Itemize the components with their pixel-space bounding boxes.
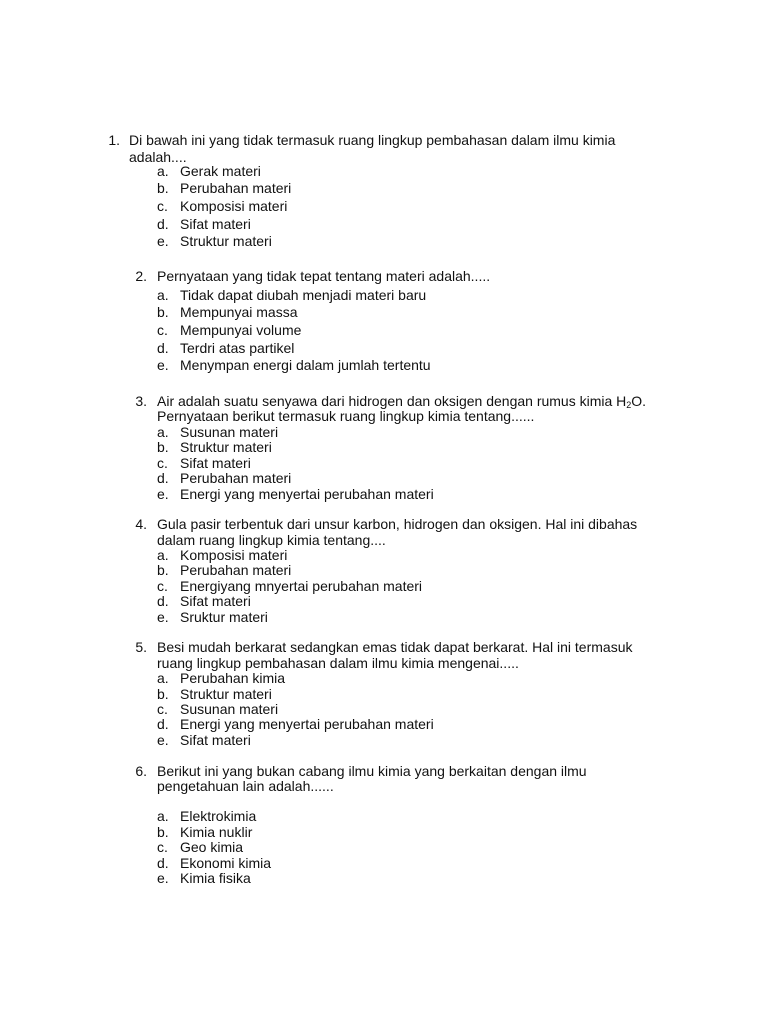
question-number: 2.	[135, 268, 147, 284]
option-d: d. Sifat materi	[157, 593, 251, 609]
question-text-line: Berikut ini yang bukan cabang ilmu kimia yang berkaitan dengan ilmu	[157, 763, 587, 779]
question-number: 3.	[135, 393, 147, 409]
question-text-line: Pernyataan berikut termasuk ruang lingkup kimia tentang......	[157, 408, 535, 424]
option-d: d. Terdri atas partikel	[157, 340, 295, 356]
question-text-line: Gula pasir terbentuk dari unsur karbon, hidrogen dan oksigen. Hal ini dibahas	[157, 516, 638, 532]
option-b: b. Kimia nuklir	[157, 824, 253, 840]
question-text-line: Air adalah suatu senyawa dari hidrogen dan oksigen dengan rumus kimia $H_2O$.	[157, 393, 647, 410]
option-c: c. Energiyang mnyertai perubahan materi	[157, 578, 423, 594]
option-e: e. Sruktur materi	[157, 609, 268, 625]
question-text-line: Pernyataan yang tidak tepat tentang materi adalah.....	[157, 268, 491, 284]
option-b: b. Perubahan materi	[157, 180, 292, 196]
option-c: c. Komposisi materi	[157, 198, 288, 214]
question-text-line: Di bawah ini yang tidak termasuk ruang lingkup pembahasan dalam ilmu kimia	[129, 132, 616, 148]
option-c: c. Mempunyai volume	[157, 322, 302, 338]
option-e: e. Energi yang menyertai perubahan materi	[157, 486, 434, 502]
option-a: a. Komposisi materi	[157, 547, 288, 563]
option-b: b. Mempunyai massa	[157, 304, 298, 320]
option-d: d. Energi yang menyertai perubahan materi	[157, 716, 434, 732]
option-a: a. Tidak dapat diubah menjadi materi baru	[157, 287, 427, 303]
option-a: a. Susunan materi	[157, 424, 279, 440]
option-b: b. Perubahan materi	[157, 562, 292, 578]
option-d: d. Ekonomi kimia	[157, 855, 272, 871]
question-text-line: pengetahuan lain adalah......	[157, 778, 334, 794]
option-a: a. Elektrokimia	[157, 808, 257, 824]
question-text-line: adalah....	[129, 149, 187, 165]
question-text-line: dalam ruang lingkup kimia tentang....	[157, 532, 386, 548]
option-b: b. Struktur materi	[157, 439, 272, 455]
option-a: a. Gerak materi	[157, 163, 261, 179]
option-e: e. Kimia fisika	[157, 870, 251, 886]
option-d: d. Perubahan materi	[157, 470, 292, 486]
question-number: 5.	[135, 639, 147, 655]
option-c: c. Geo kimia	[157, 839, 244, 855]
question-text-line: Besi mudah berkarat sedangkan emas tidak dapat berkarat. Hal ini termasuk	[157, 639, 633, 655]
question-number: 6.	[135, 763, 147, 779]
option-d: d. Sifat materi	[157, 216, 251, 232]
option-e: e. Sifat materi	[157, 732, 251, 748]
option-e: e. Menympan energi dalam jumlah tertentu	[157, 357, 431, 373]
option-c: c. Sifat materi	[157, 455, 251, 471]
question-number: 4.	[135, 516, 147, 532]
option-e: e. Struktur materi	[157, 233, 272, 249]
question-number: 1.	[108, 132, 120, 148]
option-c: c. Susunan materi	[157, 701, 279, 717]
option-a: a. Perubahan kimia	[157, 670, 286, 686]
question-text-line: ruang lingkup pembahasan dalam ilmu kimia mengenai.....	[157, 655, 519, 671]
option-b: b. Struktur materi	[157, 686, 272, 702]
